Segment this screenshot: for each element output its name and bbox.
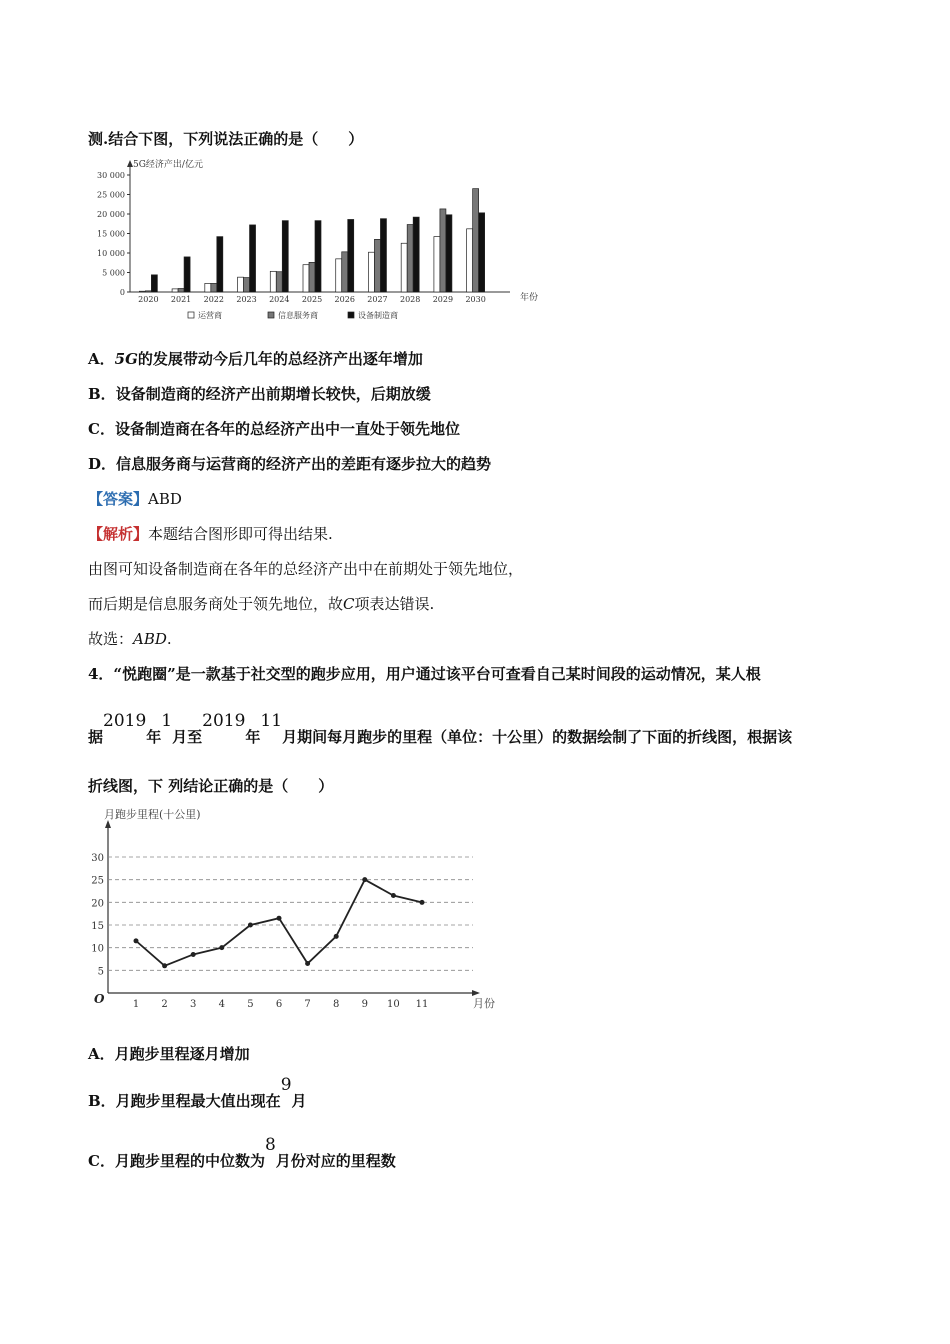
option-b: B．设备制造商的经济产出前期增长较快，后期放缓 bbox=[88, 385, 431, 403]
point-month-11 bbox=[420, 900, 425, 905]
option-c: C．设备制造商在各年的总经济产出中一直处于领先地位 bbox=[88, 420, 460, 438]
x-tick-label: 2021 bbox=[170, 295, 192, 304]
point-month-4 bbox=[219, 945, 224, 950]
y-tick-label: 0 bbox=[119, 288, 125, 297]
analysis-line-1: 【解析】本题结合图形即可得出结果. bbox=[88, 525, 333, 543]
bar-2025-2 bbox=[315, 221, 321, 292]
bar-2024-1 bbox=[276, 272, 282, 292]
point-month-7 bbox=[305, 961, 310, 966]
y-axis-arrow bbox=[105, 820, 111, 828]
question-4-stem-line-3: 折线图，下 列结论正确的是（ ） bbox=[88, 777, 334, 795]
bar-2026-0 bbox=[336, 259, 342, 292]
x-tick-label: 8 bbox=[333, 999, 340, 1010]
y-tick-label: 30 000 bbox=[97, 171, 125, 180]
y-tick-label: 10 bbox=[91, 943, 104, 955]
y-axis-label: 5G经济产出/亿元 bbox=[133, 160, 203, 170]
option-a: A．5G的发展带动今后几年的总经济产出逐年增加 bbox=[88, 350, 423, 368]
point-month-6 bbox=[277, 916, 282, 921]
point-month-8 bbox=[334, 934, 339, 939]
bar-2021-2 bbox=[184, 257, 190, 292]
x-tick-label: 2028 bbox=[400, 295, 421, 304]
x-tick-label: 5 bbox=[247, 999, 254, 1010]
legend-label-0: 运营商 bbox=[198, 311, 222, 320]
economic-output-bar-chart bbox=[88, 155, 539, 330]
y-tick-label: 5 000 bbox=[102, 268, 125, 278]
bar-2023-1 bbox=[244, 278, 250, 292]
bar-2030-0 bbox=[467, 229, 473, 292]
y-tick-label: 10 000 bbox=[97, 249, 125, 258]
y-tick-label: 15 000 bbox=[97, 229, 125, 239]
y-tick-label: 5 bbox=[97, 966, 104, 978]
bar-2022-0 bbox=[205, 283, 211, 292]
answer-line: 【答案】ABD bbox=[88, 490, 182, 508]
x-tick-label: 2025 bbox=[301, 295, 323, 304]
bar-2021-0 bbox=[172, 289, 178, 292]
x-tick-label: 2030 bbox=[465, 295, 486, 304]
bar-2028-2 bbox=[413, 217, 419, 292]
y-axis-label: 月跑步里程(十公里) bbox=[104, 808, 201, 821]
point-month-1 bbox=[134, 938, 139, 943]
x-tick-label: 3 bbox=[190, 999, 197, 1010]
q4-option-b: B．月跑步里程最大值出现在9月 bbox=[88, 1075, 307, 1110]
x-tick-label: 10 bbox=[387, 999, 400, 1010]
y-tick-label: 30 bbox=[91, 853, 104, 864]
bar-2027-1 bbox=[374, 239, 380, 292]
x-tick-label: 2024 bbox=[269, 295, 290, 304]
x-axis-label: 月份 bbox=[473, 997, 495, 1010]
bar-2028-1 bbox=[407, 225, 413, 292]
x-tick-label: 2027 bbox=[367, 295, 388, 304]
bar-2023-2 bbox=[250, 225, 256, 292]
question-4-stem-line-2: 据2019年1月至2019年11月期间每月跑步的里程（单位：十公里）的数据绘制了下面的折线图，根据该 bbox=[88, 711, 793, 746]
x-axis-label: 年份 bbox=[520, 293, 539, 303]
bar-2022-1 bbox=[211, 283, 217, 292]
x-tick-label: 9 bbox=[361, 999, 368, 1010]
point-month-5 bbox=[248, 923, 253, 928]
x-tick-label: 2029 bbox=[432, 295, 454, 304]
origin-label: O bbox=[94, 992, 105, 1006]
x-tick-label: 1 bbox=[132, 999, 140, 1010]
point-month-3 bbox=[191, 952, 196, 957]
bar-2022-2 bbox=[217, 237, 223, 292]
bar-2027-2 bbox=[380, 219, 386, 292]
x-tick-label: 2 bbox=[161, 999, 168, 1010]
y-tick-label: 20 000 bbox=[97, 210, 125, 219]
bar-2023-0 bbox=[238, 277, 244, 292]
legend-swatch-0 bbox=[188, 312, 194, 318]
q4-option-c: C．月跑步里程的中位数为8月份对应的里程数 bbox=[88, 1135, 396, 1170]
bar-2029-2 bbox=[446, 215, 452, 292]
bar-2025-1 bbox=[309, 262, 315, 292]
q4-option-a: A．月跑步里程逐月增加 bbox=[88, 1045, 250, 1063]
bar-2020-1 bbox=[145, 291, 151, 292]
running-mileage-line-chart bbox=[88, 800, 508, 1020]
legend-swatch-2 bbox=[348, 312, 354, 318]
bar-2030-2 bbox=[479, 213, 485, 292]
question-4-stem-line-1: 4．“悦跑圈”是一款基于社交型的跑步应用，用户通过该平台可查看自己某时间段的运动情况，某人根 bbox=[88, 665, 761, 683]
bar-2020-2 bbox=[151, 275, 157, 292]
x-tick-label: 2020 bbox=[138, 295, 159, 304]
x-tick-label: 6 bbox=[275, 999, 283, 1010]
bar-2028-0 bbox=[401, 243, 407, 292]
legend-label-2: 设备制造商 bbox=[358, 311, 398, 320]
point-month-9 bbox=[362, 877, 367, 882]
question-3-stem: 测.结合下图，下列说法正确的是（ ） bbox=[88, 130, 364, 148]
x-tick-label: 2026 bbox=[334, 295, 355, 304]
bar-2026-1 bbox=[342, 252, 348, 292]
legend-label-1: 信息服务商 bbox=[278, 311, 318, 320]
analysis-line-3: 而后期是信息服务商处于领先地位，故C项表达错误. bbox=[88, 595, 435, 613]
bar-2029-0 bbox=[434, 237, 440, 292]
bar-2020-0 bbox=[139, 291, 145, 292]
x-tick-label: 2023 bbox=[236, 295, 257, 304]
analysis-line-2: 由图可知设备制造商在各年的总经济产出中在前期处于领先地位， bbox=[88, 560, 524, 578]
y-tick-label: 25 bbox=[91, 875, 104, 887]
x-tick-label: 7 bbox=[304, 999, 311, 1010]
y-tick-label: 20 bbox=[91, 898, 104, 910]
mileage-line bbox=[136, 880, 422, 966]
point-month-2 bbox=[162, 963, 167, 968]
x-axis-arrow bbox=[472, 990, 480, 996]
y-tick-label: 15 bbox=[91, 921, 104, 932]
bar-2021-1 bbox=[178, 288, 184, 292]
option-d: D．信息服务商与运营商的经济产出的差距有逐步拉大的趋势 bbox=[88, 455, 492, 473]
x-tick-label: 2022 bbox=[203, 295, 224, 304]
x-tick-label: 11 bbox=[415, 999, 429, 1010]
bar-2024-2 bbox=[282, 221, 288, 292]
bar-2027-0 bbox=[368, 252, 374, 292]
bar-2025-0 bbox=[303, 265, 309, 292]
bar-2024-0 bbox=[270, 271, 276, 292]
y-tick-label: 25 000 bbox=[97, 190, 125, 200]
x-tick-label: 4 bbox=[218, 999, 225, 1010]
bar-2026-2 bbox=[348, 219, 354, 292]
bar-2029-1 bbox=[440, 209, 446, 292]
bar-2030-1 bbox=[473, 189, 479, 292]
analysis-line-4: 故选：ABD. bbox=[88, 630, 172, 648]
legend-swatch-1 bbox=[268, 312, 274, 318]
point-month-10 bbox=[391, 893, 396, 898]
